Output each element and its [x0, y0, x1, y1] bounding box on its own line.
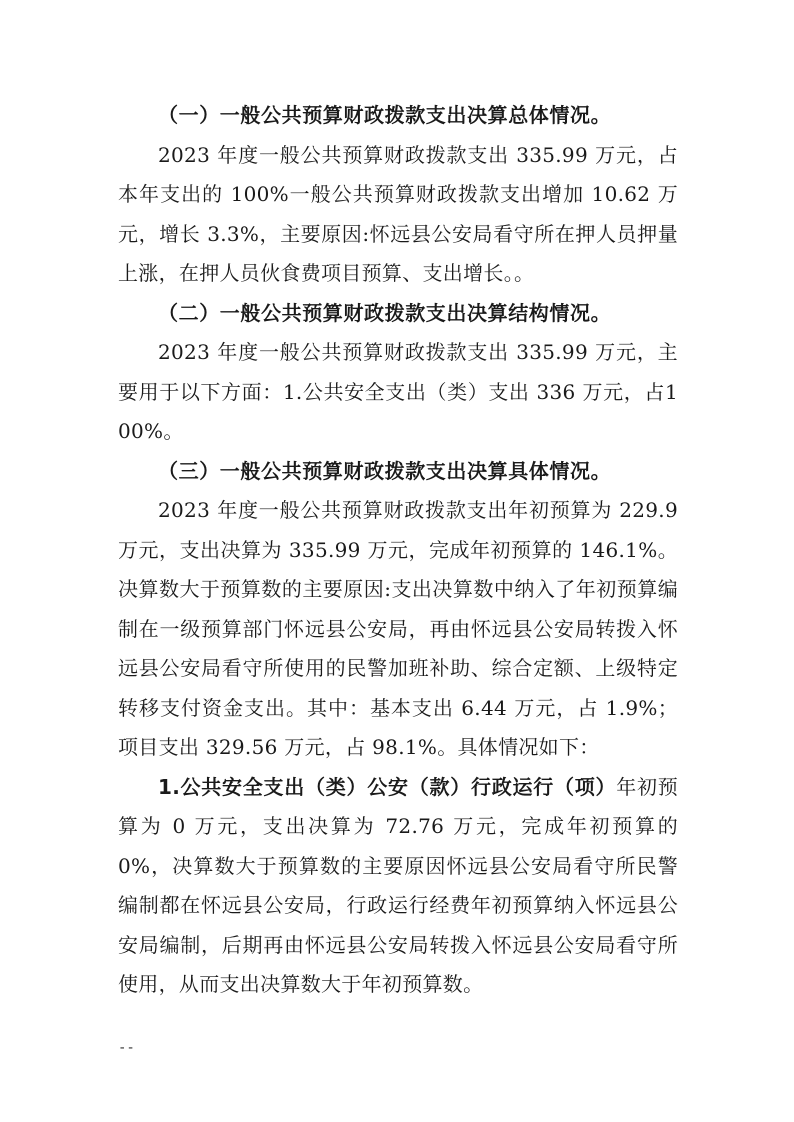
document-content: [118, 96, 678, 1005]
section-2-body: 2023 年度一般公共预算财政拨款支出 335.99 万元，主要用于以下方面：1.公共安全支出（类）支出 336 万元，占100%。: [118, 340, 678, 443]
section-3-heading: （三）一般公共预算财政拨款支出决算具体情况。: [158, 458, 612, 483]
item-1-body: 年初预算为 0 万元，支出决算为 72.76 万元，完成年初预算的 0%，决算数大于预算数的主要原因怀远县公安局看守所民警编制都在怀远县公安局，行政运行经费年初预算纳入怀远县公安局编制，后期再由怀远县公安局转拨入怀远县公安局看守所使用，从而支出决算数大于年初预算数。: [118, 774, 678, 996]
item-1-paragraph: [118, 768, 678, 1005]
section-3-body: 2023 年度一般公共预算财政拨款支出年初预算为 229.9万元，支出决算为 335.99 万元，完成年初预算的 146.1%。决算数大于预算数的主要原因:支出决算数中纳入了年初预算编制在一级预算部门怀远县公安局，再由怀远县公安局转拨入怀远县公安局看守所使用的民警加班补助、综合定额、上级特定转移支付资金支出。其中：基本支出 6.44 万元，占 1.9%；项目支出 329.56 万元，占 98.1%。具体情况如下：: [118, 498, 678, 759]
section-2-heading: （二）一般公共预算财政拨款支出决算结构情况。: [158, 300, 612, 325]
section-1-heading: （一）一般公共预算财政拨款支出决算总体情况。: [158, 103, 612, 127]
item-1-lead: 1.公共安全支出（类）公安（款）行政运行（项）: [158, 774, 617, 799]
section-1-body: 2023 年度一般公共预算财政拨款支出 335.99 万元，占本年支出的 100%一般公共预算财政拨款支出增加 10.62 万元，增长 3.3%，主要原因:怀远县公安局看守所在押人员押量上涨，在押人员伙食费项目预算、支出增长。。: [118, 142, 678, 285]
page-footer-mark: --: [118, 1040, 135, 1056]
